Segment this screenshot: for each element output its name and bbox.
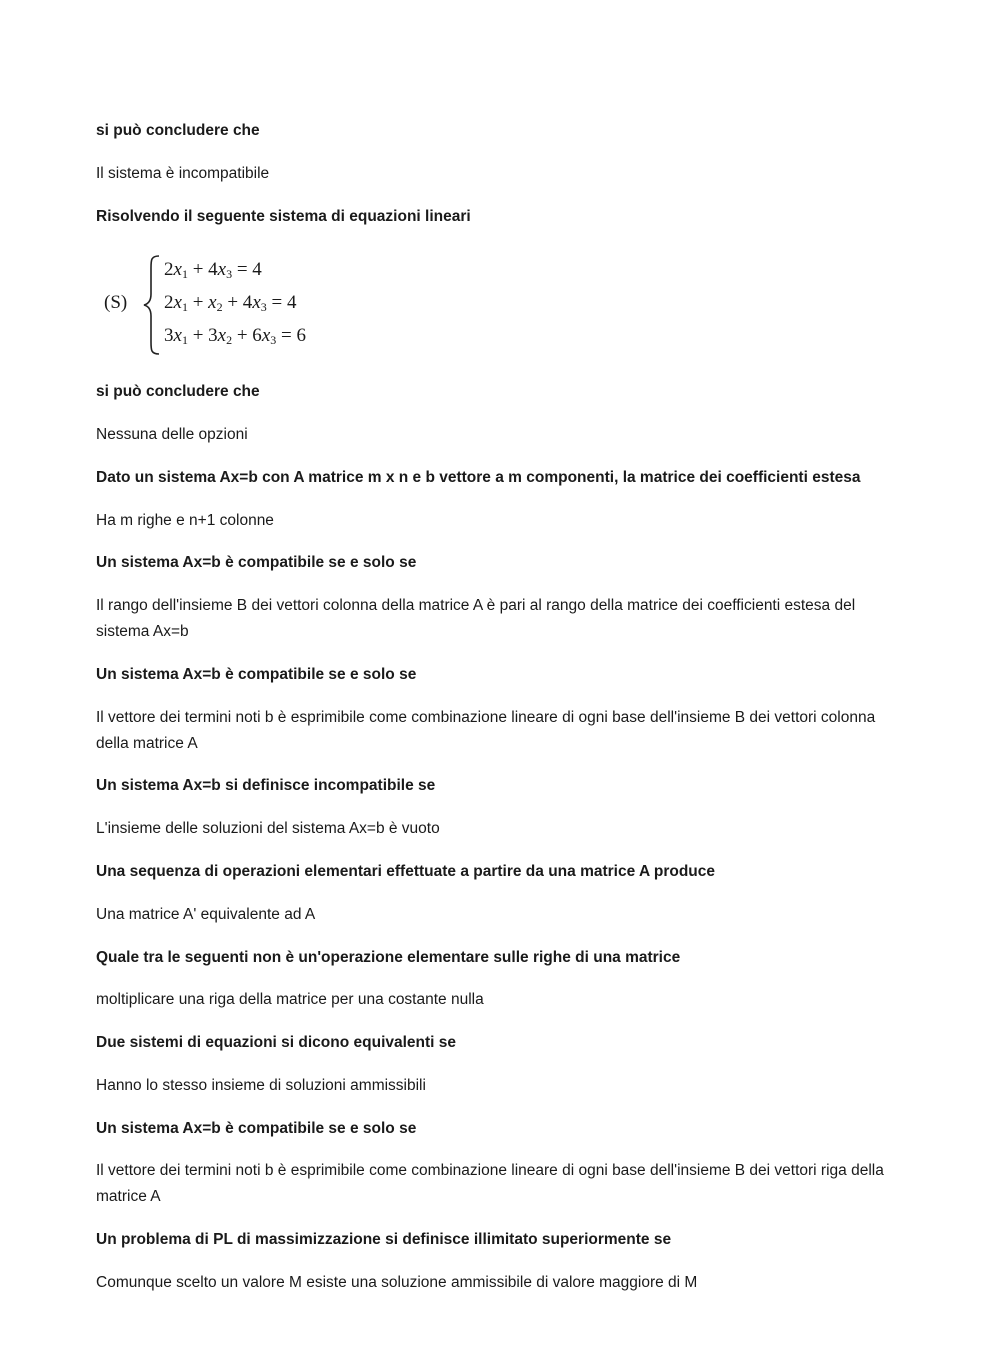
answer-text: Ha m righe e n+1 colonne [96,512,274,529]
answer-text: Comunque scelto un valore M esiste una soluzione ammissibile di valore maggiore di M [96,1274,698,1291]
answer-text: Il vettore dei termini noti b è esprimibile come combinazione lineare di ogni base dell'insieme B dei vettori riga della matrice A [96,1162,884,1205]
variable-subscript: 3 [226,267,233,281]
equation-variable: x [208,292,217,313]
question-text: Due sistemi di equazioni si dicono equivalenti se [96,1034,457,1051]
answer-text: L'insieme delle soluzioni del sistema Ax=b è vuoto [96,820,440,837]
equation-row: $2x_1 + x_2 + 4x_3 = 4$ [164,292,297,314]
equation-row: $2x_1 + 4x_3 = 4$ [164,259,262,281]
answer-text: Nessuna delle opzioni [96,426,248,443]
left-brace-icon [142,254,162,356]
variable-subscript: 2 [226,333,233,347]
equation-variable: x [173,325,182,346]
equation-label: (S) [104,292,128,313]
variable-subscript: 2 [216,300,223,314]
question-text: Una sequenza di operazioni elementari effettuate a partire da una matrice A produce [96,863,716,880]
answer-text: Il rango dell'insieme B dei vettori colonna della matrice A è pari al rango della matrice dei coefficienti estesa del sistema Ax=b [96,597,856,640]
equation-variable: x [261,325,271,346]
variable-subscript: 1 [181,333,188,347]
question-text: si può concludere che [96,122,260,139]
question-text: si può concludere che [96,383,260,400]
equation-variable: x [173,292,182,313]
question-text: Risolvendo il seguente sistema di equazioni lineari [96,208,471,225]
question-text: Dato un sistema Ax=b con A matrice m x n e b vettore a m componenti, la matrice dei coefficienti estesa [96,469,861,486]
question-text: Un sistema Ax=b è compatibile se e solo se [96,666,417,683]
question-text: Un sistema Ax=b si definisce incompatibile se [96,777,436,794]
question-text: Quale tra le seguenti non è un'operazione elementare sulle righe di una matrice [96,949,681,966]
equation-variable: x [217,259,227,280]
variable-subscript: 1 [181,300,188,314]
answer-text: Il sistema è incompatibile [96,165,270,182]
question-text: Un sistema Ax=b è compatibile se e solo se [96,1120,417,1137]
answer-text: Una matrice A' equivalente ad A [96,906,316,923]
equation-variable: x [173,259,182,280]
equation-variable: x [217,325,227,346]
question-text: Un problema di PL di massimizzazione si definisce illimitato superiormente se [96,1231,672,1248]
variable-subscript: 1 [181,267,188,281]
equation-system [104,252,364,356]
variable-subscript: 3 [270,333,277,347]
answer-text: Il vettore dei termini noti b è esprimibile come combinazione lineare di ogni base dell'insieme B dei vettori colonna della matrice A [96,709,876,752]
answer-text: moltiplicare una riga della matrice per una costante nulla [96,991,484,1008]
answer-text: Hanno lo stesso insieme di soluzioni ammissibili [96,1077,426,1094]
variable-subscript: 3 [260,300,267,314]
equation-variable: x [252,292,261,313]
equation-row: $3x_1 + 3x_2 + 6x_3 = 6$ [164,325,306,347]
question-text: Un sistema Ax=b è compatibile se e solo se [96,554,417,571]
